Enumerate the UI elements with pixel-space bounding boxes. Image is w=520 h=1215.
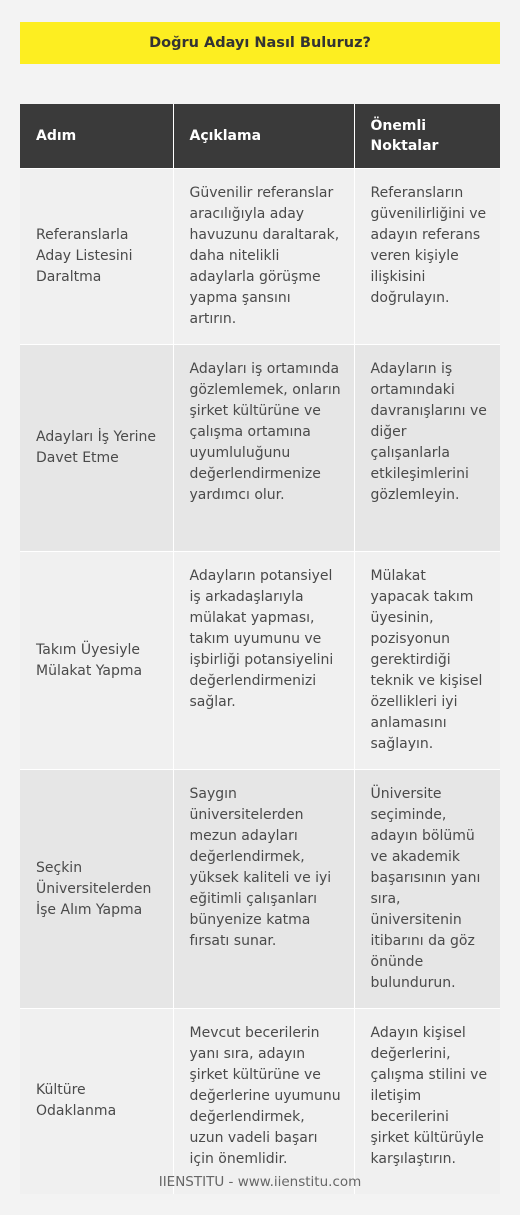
table-row [20,345,500,552]
table-header-row [20,104,500,169]
table-row [20,169,500,345]
step-cell: Takım Üyesiyle Mülakat Yapma [20,552,173,770]
page-title: Doğru Adayı Nasıl Buluruz? [149,35,371,51]
step-cell: Seçkin Üniversitelerden İşe Alım Yapma [20,770,173,1009]
description-cell: Saygın üniversitelerden mezun adayları değerlendirmek, yüksek kaliteli ve iyi eğitimli çalışanları bünyenize katma fırsatı sunar. [173,770,354,1009]
table-row [20,1009,500,1194]
notes-cell: Adayın kişisel değerlerini, çalışma stilini ve iletişim becerilerini şirket kültürüyle karşılaştırın. [354,1009,500,1194]
step-cell: Referanslarla Aday Listesini Daraltma [20,169,173,345]
column-header-step: Adım [20,104,173,169]
step-cell: Kültüre Odaklanma [20,1009,173,1194]
description-cell: Mevcut becerilerin yanı sıra, adayın şirket kültürüne ve değerlerine uyumunu değerlendirmek, uzun vadeli başarı için önemlidir. [173,1009,354,1194]
notes-cell: Adayların iş ortamındaki davranışlarını ve diğer çalışanlarla etkileşimlerini gözlemleyin. [354,345,500,552]
description-cell: Adayların potansiyel iş arkadaşlarıyla mülakat yapması, takım uyumunu ve işbirliği potansiyelini değerlendirmenizi sağlar. [173,552,354,770]
description-cell: Adayları iş ortamında gözlemlemek, onların şirket kültürüne ve çalışma ortamına uyumluluğunu değerlendirmenize yardımcı olur. [173,345,354,552]
column-header-description: Açıklama [173,104,354,169]
table-row [20,552,500,770]
step-cell: Adayları İş Yerine Davet Etme [20,345,173,552]
notes-cell: Referansların güvenilirliğini ve adayın referans veren kişiyle ilişkisini doğrulayın. [354,169,500,345]
title-banner [20,22,500,64]
footer-credit: IIENSTITU - www.iienstitu.com [158,1174,362,1190]
description-cell: Güvenilir referanslar aracılığıyla aday havuzunu daraltarak, daha nitelikli adaylarla görüşme yapma şansını artırın. [173,169,354,345]
steps-table [20,104,500,1194]
table-row [20,770,500,1009]
column-header-notes: Önemli Noktalar [354,104,500,169]
notes-cell: Üniversite seçiminde, adayın bölümü ve akademik başarısının yanı sıra, üniversitenin itibarını da göz önünde bulundurun. [354,770,500,1009]
notes-cell: Mülakat yapacak takım üyesinin, pozisyonun gerektirdiği teknik ve kişisel özellikleri iyi anlamasını sağlayın. [354,552,500,770]
